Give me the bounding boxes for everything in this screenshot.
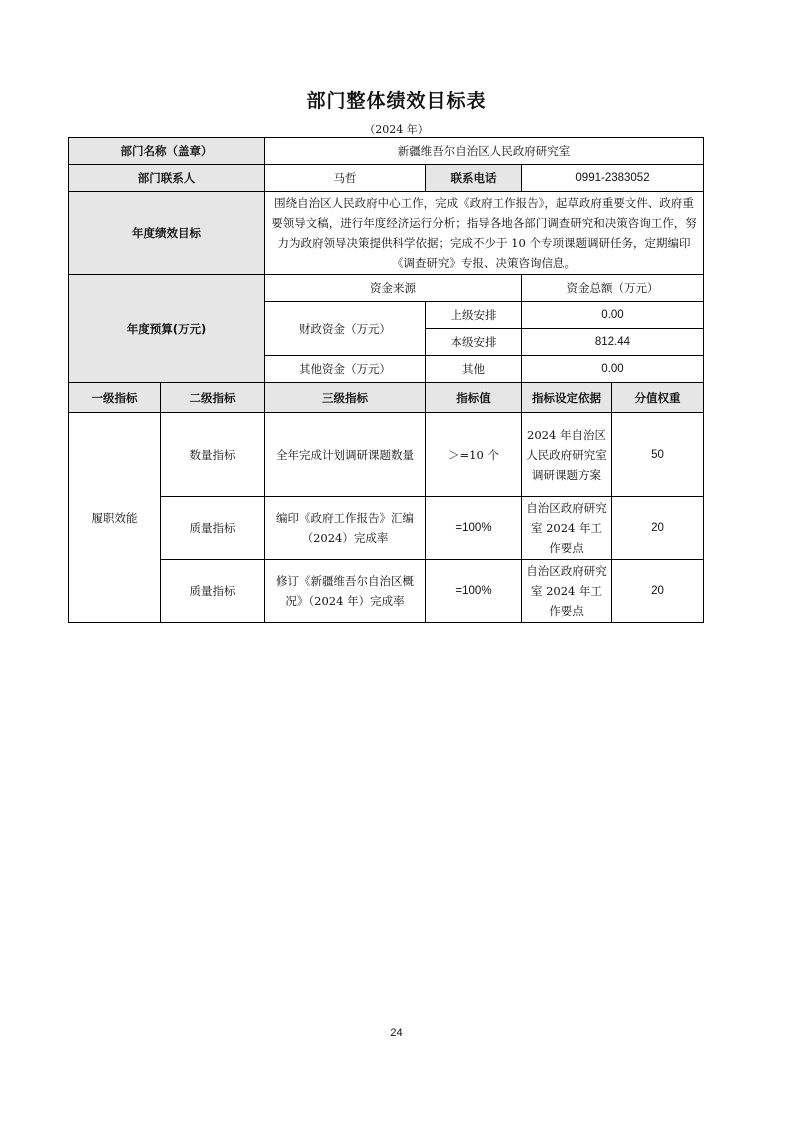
page-number: 24 — [390, 1027, 403, 1039]
level3-cell: 修订《新疆维吾尔自治区概况》（2024 年）完成率 — [265, 560, 426, 623]
other-value: 0.00 — [522, 356, 704, 383]
contact-value: 马哲 — [265, 165, 426, 192]
upper-label: 上级安排 — [426, 302, 522, 329]
header-weight: 分值权重 — [612, 383, 704, 413]
level2-cell: 质量指标 — [161, 560, 265, 623]
level3-cell: 编印《政府工作报告》汇编（2024）完成率 — [265, 497, 426, 560]
indicator-header-row — [69, 383, 704, 413]
header-level3: 三级指标 — [265, 383, 426, 413]
weight-cell: 20 — [612, 497, 704, 560]
goal-text: 围绕自治区人民政府中心工作，完成《政府工作报告》，起草政府重要文件、政府重要领导文稿，进行年度经济运行分析；指导各地各部门调查研究和决策咨询工作，努力为政府领导决策提供科学依据；完成不少于 10 个专项课题调研任务，定期编印《调查研究》专报、决策咨询信息。 — [265, 192, 704, 275]
other-funds-label: 其他资金（万元） — [265, 356, 426, 383]
table-row — [69, 413, 704, 497]
phone-value: 0991-2383052 — [522, 165, 704, 192]
year-label: （2024 年） — [364, 123, 429, 136]
basis-cell: 2024 年自治区人民政府研究室调研课题方案 — [522, 413, 612, 497]
basis-cell: 自治区政府研究室 2024 年工作要点 — [522, 497, 612, 560]
budget-total-header: 资金总额（万元） — [522, 275, 704, 302]
budget-label: 年度预算(万元) — [69, 275, 265, 383]
value-cell: ＞=10 个 — [426, 413, 522, 497]
local-label: 本级安排 — [426, 329, 522, 356]
goal-row — [69, 192, 704, 275]
contact-label: 部门联系人 — [69, 165, 265, 192]
level3-cell: 全年完成计划调研课题数量 — [265, 413, 426, 497]
dept-name-row — [69, 138, 704, 165]
performance-table — [68, 137, 704, 623]
upper-value: 0.00 — [522, 302, 704, 329]
local-value: 812.44 — [522, 329, 704, 356]
header-basis: 指标设定依据 — [522, 383, 612, 413]
contact-row — [69, 165, 704, 192]
dept-name-value: 新疆维吾尔自治区人民政府研究室 — [265, 138, 704, 165]
value-cell: =100% — [426, 560, 522, 623]
level2-cell: 质量指标 — [161, 497, 265, 560]
budget-header-row — [69, 275, 704, 302]
page-title: 部门整体绩效目标表 — [306, 90, 487, 112]
header-level2: 二级指标 — [161, 383, 265, 413]
level1-cell: 履职效能 — [69, 413, 161, 623]
value-cell: =100% — [426, 497, 522, 560]
weight-cell: 20 — [612, 560, 704, 623]
fiscal-funds-label: 财政资金（万元） — [265, 302, 426, 356]
header-value: 指标值 — [426, 383, 522, 413]
dept-name-label: 部门名称（盖章） — [69, 138, 265, 165]
table-row — [69, 497, 704, 560]
level2-cell: 数量指标 — [161, 413, 265, 497]
weight-cell: 50 — [612, 413, 704, 497]
header-level1: 一级指标 — [69, 383, 161, 413]
goal-label: 年度绩效目标 — [69, 192, 265, 275]
table-row — [69, 560, 704, 623]
budget-source-header: 资金来源 — [265, 275, 522, 302]
other-sub-label: 其他 — [426, 356, 522, 383]
basis-cell: 自治区政府研究室 2024 年工作要点 — [522, 560, 612, 623]
phone-label: 联系电话 — [426, 165, 522, 192]
